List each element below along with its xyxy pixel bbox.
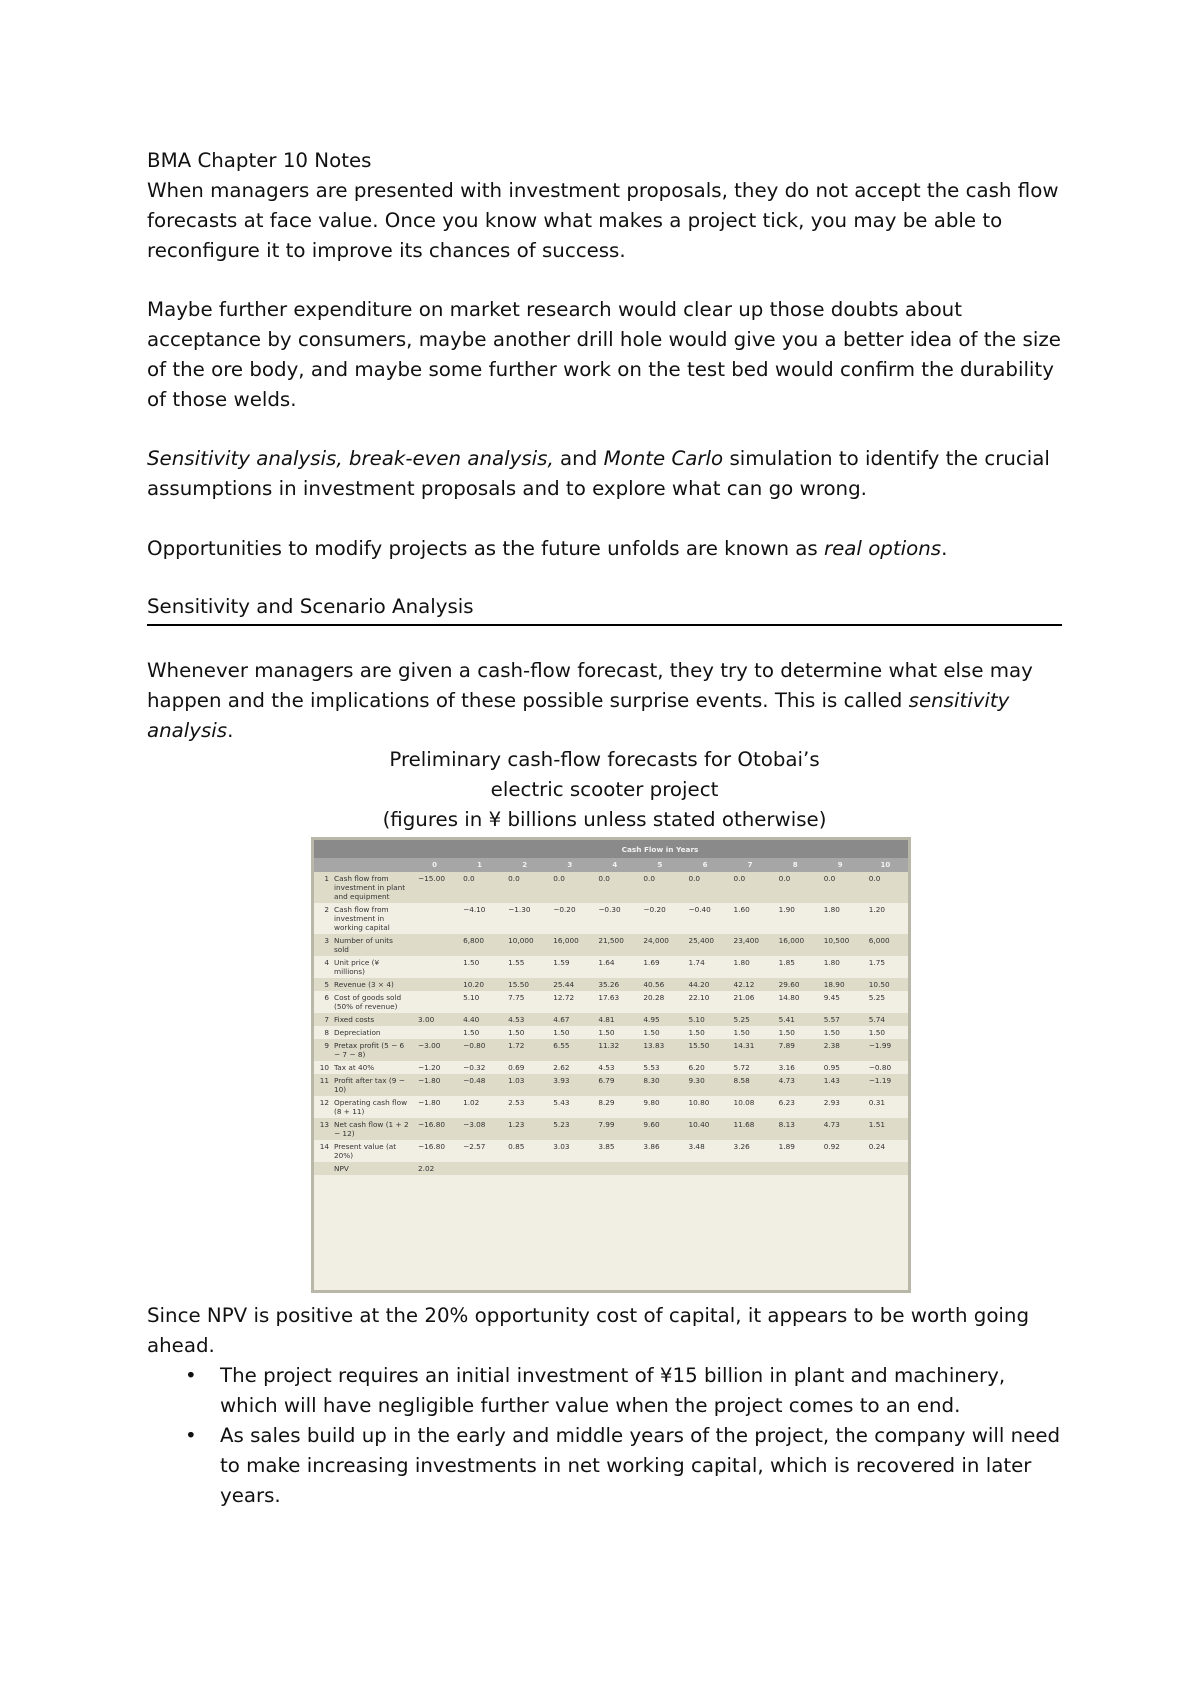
table-row: [314, 1118, 908, 1140]
table-cell: 8.30: [637, 1074, 682, 1096]
row-index: 7: [314, 1013, 332, 1026]
table-cell: 1.69: [643, 958, 660, 967]
table-cell: −0.20: [553, 905, 576, 914]
table-cell: 35.26: [592, 978, 637, 991]
caption-line-2: electric scooter project: [490, 778, 719, 801]
table-cell: 16,000: [773, 934, 818, 956]
bullet-text: The project requires an initial investment of ¥15 billion in plant and machinery, which will have negligible further value when the project comes to an end.: [220, 1364, 1006, 1417]
year-header-10: 10: [863, 858, 908, 872]
table-cell: 0.0: [457, 872, 502, 903]
table-cell: 8.58: [728, 1074, 773, 1096]
table-header: Cash Flow in Years: [412, 840, 908, 858]
table-cell: 1.50: [868, 1028, 886, 1037]
table-cell: 9.80: [643, 1098, 660, 1107]
table-cell: [637, 1162, 682, 1175]
row-label: Operating cash flow (8 + 11): [334, 1098, 408, 1116]
table-cell: 0.69: [508, 1063, 525, 1072]
table-cell: 1.50: [733, 1028, 750, 1037]
table-cell: 14.31: [728, 1039, 773, 1061]
table-cell: 1.51: [863, 1118, 908, 1140]
row-label: Profit after tax (9 − 10): [332, 1074, 412, 1096]
table-cell: −0.40: [688, 905, 711, 914]
table-cell: −0.30: [598, 905, 621, 914]
table-cell: −16.80: [412, 1118, 457, 1140]
paragraph-npv-conclusion: [147, 1301, 1067, 1361]
table-cell: 1.50: [778, 1028, 795, 1037]
row-index: 4: [324, 958, 329, 967]
table-cell: 0.0: [592, 872, 637, 903]
table-cell: 1.03: [502, 1074, 547, 1096]
table-row: [314, 1039, 908, 1061]
table-cell: 1.74: [688, 958, 705, 967]
table-cell: [728, 1162, 773, 1175]
table-cell: 0.0: [637, 872, 682, 903]
italic-real-options: real options: [824, 537, 942, 560]
table-cell: 3.26: [733, 1142, 750, 1151]
table-cell: 3.86: [643, 1142, 660, 1151]
table-row: [314, 934, 908, 956]
table-cell: 40.56: [637, 978, 682, 991]
table-row: [314, 1026, 908, 1039]
table-cell: 5.57: [818, 1013, 863, 1026]
text-and: and: [553, 447, 604, 470]
table-cell: 25.44: [547, 978, 592, 991]
year-header-0: 0: [412, 858, 457, 872]
table-cell: 42.12: [728, 978, 773, 991]
table-row: [314, 1074, 908, 1096]
table-cell: 1.55: [508, 958, 525, 967]
table-cell: 1.85: [778, 958, 795, 967]
table-cell: [457, 1162, 502, 1175]
table-cell: 16,000: [547, 934, 592, 956]
table-cell: 21.06: [733, 993, 755, 1002]
table-cell: 4.53: [598, 1063, 615, 1072]
table-cell: 0.0: [682, 872, 727, 903]
table-cell: 4.67: [547, 1013, 592, 1026]
table-cell: −15.00: [412, 872, 457, 903]
table-cell: 4.95: [637, 1013, 682, 1026]
row-index: 10: [319, 1063, 329, 1072]
row-label: Number of units sold: [332, 934, 412, 956]
text-whenever: Whenever managers are given a cash-flow forecast, they try to determine what else may happen and the implications of these possible surprise events. This is called: [147, 659, 1033, 712]
intro-section: [147, 146, 1067, 266]
table-cell: 0.95: [823, 1063, 840, 1072]
table-cell: 1.60: [733, 905, 750, 914]
table-cell: 2.02: [412, 1162, 457, 1175]
row-label: Present value (at 20%): [334, 1142, 397, 1160]
table-cell: 7.89: [773, 1039, 818, 1061]
table-cell: 1.90: [778, 905, 795, 914]
paragraph-analysis-methods: [147, 444, 1067, 504]
table-cell: 6,000: [863, 934, 908, 956]
table-cell: 13.83: [637, 1039, 682, 1061]
table-row: [314, 978, 908, 991]
intro-paragraph: When managers are presented with investment proposals, they do not accept the cash flow forecasts at face value. Once you know what makes a project tick, you may be able to reconfigure it to improve its chances of success.: [147, 179, 1059, 262]
text-period: .: [941, 537, 948, 560]
table-cell: −0.32: [463, 1063, 486, 1072]
year-header-1: 1: [457, 858, 502, 872]
table-cell: 10.20: [457, 978, 502, 991]
table-cell: 5.41: [773, 1013, 818, 1026]
row-index: [314, 1162, 332, 1175]
table-cell: −1.80: [412, 1074, 457, 1096]
table-cell: [547, 1162, 592, 1175]
table-cell: [682, 1162, 727, 1175]
table-cell: 1.50: [553, 1028, 570, 1037]
cash-flow-table-image: [311, 837, 911, 1293]
table-cell: 0.0: [728, 872, 773, 903]
table-cell: −0.80: [457, 1039, 502, 1061]
row-label: Net cash flow (1 + 2 − 12): [332, 1118, 412, 1140]
table-cell: 20.28: [643, 993, 665, 1002]
table-cell: 29.60: [773, 978, 818, 991]
row-label: Cash flow from investment in working capital: [334, 905, 390, 932]
table-cell: 5.53: [643, 1063, 660, 1072]
row-label: Depreciation: [334, 1028, 381, 1037]
table-cell: −3.00: [412, 1039, 457, 1061]
table-cell: 5.25: [868, 993, 886, 1002]
table-cell: 6.23: [778, 1098, 795, 1107]
table-cell: 22.10: [688, 993, 710, 1002]
table-cell: 5.25: [728, 1013, 773, 1026]
table-cell: 8.29: [598, 1098, 615, 1107]
row-index: 11: [314, 1074, 332, 1096]
table-row: [314, 1013, 908, 1026]
paragraph-2: Maybe further expenditure on market research would clear up those doubts about acceptance by consumers, maybe another drill hole would give you a better idea of the size of the ore body, and maybe some further work on the test bed would confirm the durability of those welds.: [147, 298, 1061, 411]
table-cell: 10,500: [818, 934, 863, 956]
row-index: 1: [314, 872, 332, 903]
table-cell: [412, 978, 457, 991]
table-row: [314, 903, 908, 934]
table-cell: 4.73: [773, 1074, 818, 1096]
caption-line-1: Preliminary cash-flow forecasts for Otobai’s: [389, 748, 820, 771]
table-cell: 7.75: [508, 993, 525, 1002]
text-period-2: .: [227, 719, 234, 742]
table-cell: 2.38: [818, 1039, 863, 1061]
table-cell: [773, 1162, 818, 1175]
table-cell: [592, 1162, 637, 1175]
table-cell: 0.31: [868, 1098, 886, 1107]
table-cell: −16.80: [418, 1142, 446, 1151]
table-cell: 1.75: [868, 958, 886, 967]
table-cell: 1.80: [733, 958, 750, 967]
table-cell: 4.40: [457, 1013, 502, 1026]
table-body: [314, 872, 908, 1175]
table-cell: 1.50: [823, 1028, 840, 1037]
table-row: [314, 1140, 908, 1162]
table-cell: 10,000: [502, 934, 547, 956]
table-cell: 15.50: [682, 1039, 727, 1061]
table-cell: 7.99: [592, 1118, 637, 1140]
table-cell: 1.02: [463, 1098, 480, 1107]
table-cell: 3.16: [778, 1063, 795, 1072]
table-cell: 23,400: [728, 934, 773, 956]
row-index: 12: [319, 1098, 329, 1107]
table-cell: 9.30: [682, 1074, 727, 1096]
table-cell: −0.48: [457, 1074, 502, 1096]
table-cell: 1.72: [502, 1039, 547, 1061]
table-cell: 10.08: [733, 1098, 755, 1107]
table-cell: −1.30: [508, 905, 531, 914]
cash-flow-table: [314, 840, 908, 1175]
row-index: 6: [324, 993, 329, 1002]
row-index: 13: [314, 1118, 332, 1140]
year-header-9: 9: [818, 858, 863, 872]
row-index: 14: [319, 1142, 329, 1151]
table-cell: 5.10: [682, 1013, 727, 1026]
table-cell: 5.43: [553, 1098, 570, 1107]
table-cell: [412, 956, 457, 978]
section-heading: Sensitivity and Scenario Analysis: [147, 592, 1062, 626]
table-cell: 3.03: [553, 1142, 570, 1151]
table-cell: 1.20: [868, 905, 886, 914]
year-header-3: 3: [547, 858, 592, 872]
table-cell: −1.80: [418, 1098, 441, 1107]
row-index: 8: [324, 1028, 329, 1037]
table-cell: 4.81: [592, 1013, 637, 1026]
table-cell: −4.10: [463, 905, 486, 914]
table-cell: 0.92: [823, 1142, 840, 1151]
table-cell: 10.40: [682, 1118, 727, 1140]
table-cell: 10.50: [863, 978, 908, 991]
table-cell: 25,400: [682, 934, 727, 956]
table-cell: 5.23: [547, 1118, 592, 1140]
paragraph-4: [147, 534, 1067, 564]
table-cell: 6,800: [457, 934, 502, 956]
table-cell: 0.0: [773, 872, 818, 903]
text-simulation: simulation to identify the crucial assumptions in investment proposals and to explore what can go wrong.: [147, 447, 1050, 500]
row-label: NPV: [332, 1162, 412, 1175]
paragraph-market-research: [147, 295, 1067, 415]
row-label: Cost of goods sold (50% of revenue): [334, 993, 402, 1011]
table-cell: 3.93: [547, 1074, 592, 1096]
italic-sensitivity-breakeven: Sensitivity analysis, break-even analysis,: [147, 447, 554, 470]
table-cell: 1.50: [598, 1028, 615, 1037]
bullet-item: [147, 1361, 1067, 1421]
year-header-row: [314, 858, 908, 872]
row-index: 3: [314, 934, 332, 956]
table-cell: 5.74: [863, 1013, 908, 1026]
bullet-text: As sales build up in the early and middle years of the project, the company will need to make increasing investments in net working capital, which is recovered in later years.: [220, 1424, 1061, 1507]
table-cell: 17.63: [598, 993, 620, 1002]
paragraph-real-options: [147, 534, 1067, 564]
text-opportunities: Opportunities to modify projects as the future unfolds are known as: [147, 537, 824, 560]
table-cell: 18.90: [818, 978, 863, 991]
table-cell: −1.19: [863, 1074, 908, 1096]
table-cell: 0.24: [868, 1142, 886, 1151]
table-cell: 1.89: [778, 1142, 795, 1151]
table-cell: 2.53: [508, 1098, 525, 1107]
table-cell: −2.57: [463, 1142, 486, 1151]
table-cell: [412, 903, 457, 934]
table-cell: 5.72: [733, 1063, 750, 1072]
row-label: Pretax profit (5 − 6 − 7 − 8): [332, 1039, 412, 1061]
table-cell: 6.55: [547, 1039, 592, 1061]
table-cell: 11.32: [592, 1039, 637, 1061]
row-label: Revenue (3 × 4): [332, 978, 412, 991]
table-cell: [412, 934, 457, 956]
after-table-paragraph: Since NPV is positive at the 20% opportunity cost of capital, it appears to be worth going ahead.: [147, 1304, 1030, 1357]
table-cell: 0.0: [818, 872, 863, 903]
table-cell: 0.0: [502, 872, 547, 903]
table-row: [314, 872, 908, 903]
table-cell: 3.85: [598, 1142, 615, 1151]
table-cell: 2.62: [553, 1063, 570, 1072]
table-cell: 21,500: [592, 934, 637, 956]
table-cell: 1.50: [643, 1028, 660, 1037]
table-cell: [863, 1162, 908, 1175]
bullet-dot-icon: •: [185, 1424, 197, 1447]
year-header-blank: [314, 858, 412, 872]
italic-sensitivity-analysis: sensitivity analysis: [147, 689, 1010, 742]
year-header-4: 4: [592, 858, 637, 872]
table-cell: 4.73: [818, 1118, 863, 1140]
table-cell: 0.0: [863, 872, 908, 903]
table-cell: 24,000: [637, 934, 682, 956]
bullet-dot-icon: •: [185, 1364, 197, 1387]
caption-line-3: (figures in ¥ billions unless stated otherwise): [382, 808, 827, 831]
table-cell: 1.80: [823, 958, 840, 967]
table-caption: [147, 745, 1062, 835]
table-cell: 10.80: [688, 1098, 710, 1107]
table-row: [314, 991, 908, 1013]
table-cell: 15.50: [502, 978, 547, 991]
table-cell: 9.45: [823, 993, 840, 1002]
row-label: Fixed costs: [332, 1013, 412, 1026]
table-cell: [502, 1162, 547, 1175]
year-header-6: 6: [682, 858, 727, 872]
table-cell: 1.59: [553, 958, 570, 967]
table-cell: 1.50: [508, 1028, 525, 1037]
year-header-5: 5: [637, 858, 682, 872]
table-cell: 0.85: [508, 1142, 525, 1151]
table-cell: −0.20: [643, 905, 666, 914]
row-index: 5: [314, 978, 332, 991]
table-cell: −3.08: [457, 1118, 502, 1140]
year-header-8: 8: [773, 858, 818, 872]
table-cell: 11.68: [728, 1118, 773, 1140]
table-cell: 6.20: [688, 1063, 705, 1072]
table-row: [314, 1162, 908, 1175]
table-cell: 1.50: [463, 1028, 480, 1037]
table-cell: 3.48: [688, 1142, 705, 1151]
year-header-7: 7: [728, 858, 773, 872]
table-cell: [412, 1026, 457, 1039]
bullet-list: [147, 1361, 1067, 1511]
table-row: [314, 956, 908, 978]
table-header-blank: [314, 840, 412, 858]
row-index: 2: [324, 905, 329, 914]
document-title: BMA Chapter 10 Notes: [147, 149, 372, 172]
table-cell: 1.64: [598, 958, 615, 967]
table-cell: −1.20: [418, 1063, 441, 1072]
table-cell: −0.80: [868, 1063, 892, 1072]
table-cell: 12.72: [553, 993, 575, 1002]
row-label: Unit price (¥ millions): [334, 958, 380, 976]
table-cell: [412, 991, 457, 1013]
table-cell: 1.80: [823, 905, 840, 914]
table-cell: 1.23: [502, 1118, 547, 1140]
table-cell: 4.53: [502, 1013, 547, 1026]
table-cell: 1.50: [688, 1028, 705, 1037]
table-cell: 44.20: [682, 978, 727, 991]
table-row: [314, 1061, 908, 1074]
table-cell: 9.60: [637, 1118, 682, 1140]
table-cell: −1.99: [863, 1039, 908, 1061]
table-cell: 6.79: [592, 1074, 637, 1096]
italic-monte-carlo: Monte Carlo: [603, 447, 724, 470]
table-cell: 3.00: [412, 1013, 457, 1026]
table-cell: [818, 1162, 863, 1175]
table-cell: 0.0: [547, 872, 592, 903]
bullet-item: [147, 1421, 1067, 1511]
row-index: 9: [314, 1039, 332, 1061]
year-header-2: 2: [502, 858, 547, 872]
table-cell: 5.10: [463, 993, 480, 1002]
row-label: Cash flow from investment in plant and equipment: [332, 872, 412, 903]
table-cell: 2.93: [823, 1098, 840, 1107]
paragraph-5: [147, 656, 1067, 746]
paragraph-3: [147, 444, 1067, 504]
table-row: [314, 1096, 908, 1118]
table-cell: 1.43: [818, 1074, 863, 1096]
table-cell: 1.50: [463, 958, 480, 967]
row-label: Tax at 40%: [334, 1063, 375, 1072]
paragraph-sensitivity: [147, 656, 1067, 746]
table-cell: 8.13: [773, 1118, 818, 1140]
table-cell: 14.80: [778, 993, 800, 1002]
